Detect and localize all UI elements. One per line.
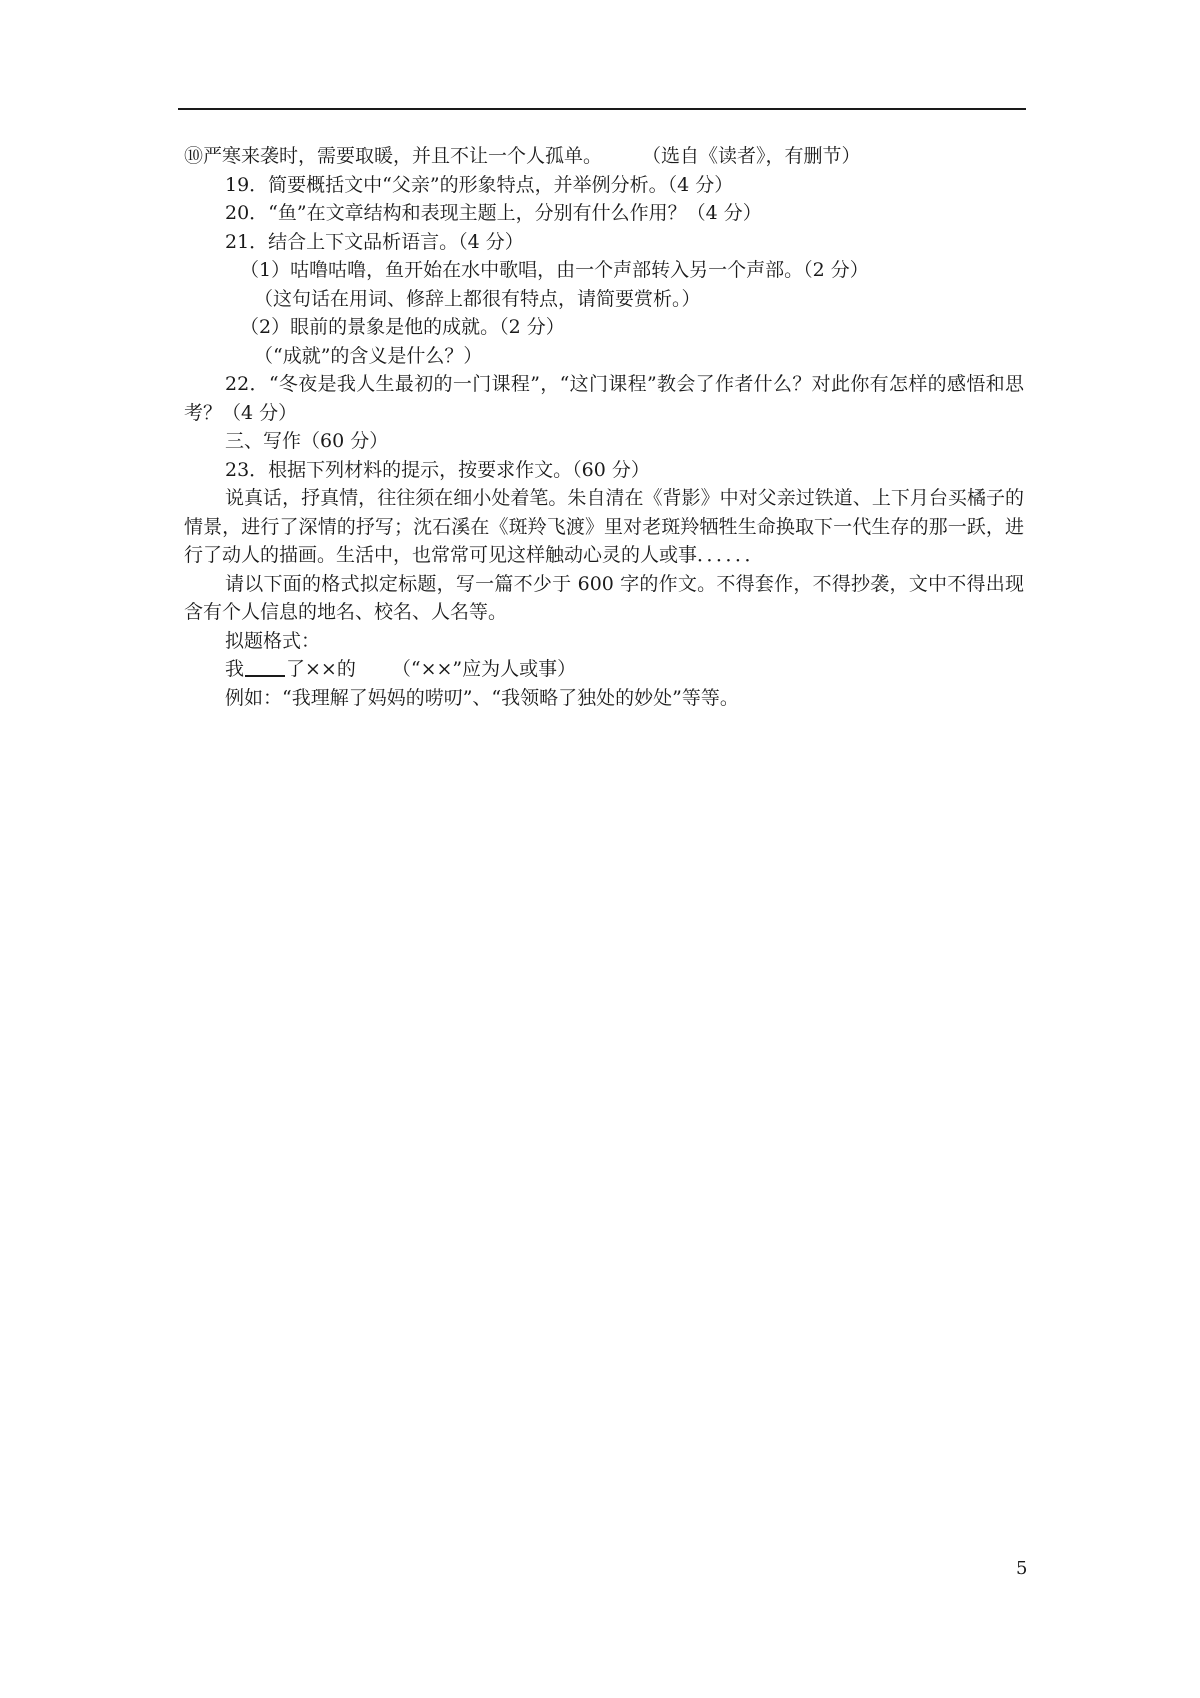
question-21-part-1: （1）咕噜咕噜，鱼开始在水中歌唱，由一个声部转入另一个声部。（2 分） <box>240 259 869 281</box>
source-citation: （选自《读者》，有删节） <box>642 145 861 167</box>
header-rule <box>178 108 1026 110</box>
question-21-part-2: （2）眼前的景象是他的成就。（2 分） <box>240 316 565 338</box>
page-content <box>184 142 1024 712</box>
page-number: 5 <box>1016 1558 1028 1579</box>
question-21-part-1-hint: （这句话在用词、修辞上都很有特点，请简要赏析。） <box>254 287 701 310</box>
passage-text: ⑩严寒来袭时，需要取暖，并且不让一个人孤单。 <box>184 145 603 167</box>
title-format <box>184 655 1024 684</box>
question-21-part-2-hint: （“成就”的含义是什么？） <box>254 344 483 367</box>
title-format-label: 拟题格式： <box>225 629 321 652</box>
section-heading-writing: 三、写作（60 分） <box>225 430 389 452</box>
question-22: 22．“冬夜是我人生最初的一门课程”，“这门课程”教会了作者什么？对此你有怎样的感悟和思考？（4 分） <box>184 373 1024 424</box>
question-19: 19．简要概括文中“父亲”的形象特点，并举例分析。（4 分） <box>225 173 734 196</box>
writing-requirement: 请以下面的格式拟定标题，写一篇不少于 600 字的作文。不得套作，不得抄袭，文中不得出现含有个人信息的地名、校名、人名等。 <box>184 572 1024 623</box>
question-21: 21．结合上下文品析语言。（4 分） <box>225 230 524 253</box>
writing-material: 说真话，抒真情，往往须在细小处着笔。朱自清在《背影》中对父亲过铁道、上下月台买橘子的情景，进行了深情的抒写；沈石溪在《斑羚飞渡》里对老斑羚牺牲生命换取下一代生存的那一跃，进行了动人的描画。生活中，也常常可见这样触动心灵的人或事．．．．．． <box>184 487 1024 566</box>
title-example: 例如：“我理解了妈妈的唠叨”、“我领略了独处的妙处”等等。 <box>225 686 739 709</box>
fill-in-blank <box>245 657 285 677</box>
passage-line-10 <box>184 142 1024 171</box>
question-20: 20．“鱼”在文章结构和表现主题上，分别有什么作用？（4 分） <box>225 202 762 224</box>
title-format-note: （“××”应为人或事） <box>391 658 577 680</box>
question-23: 23．根据下列材料的提示，按要求作文。（60 分） <box>225 458 650 481</box>
title-format-suffix: 了××的 <box>286 658 356 680</box>
title-format-prefix: 我 <box>225 658 245 680</box>
